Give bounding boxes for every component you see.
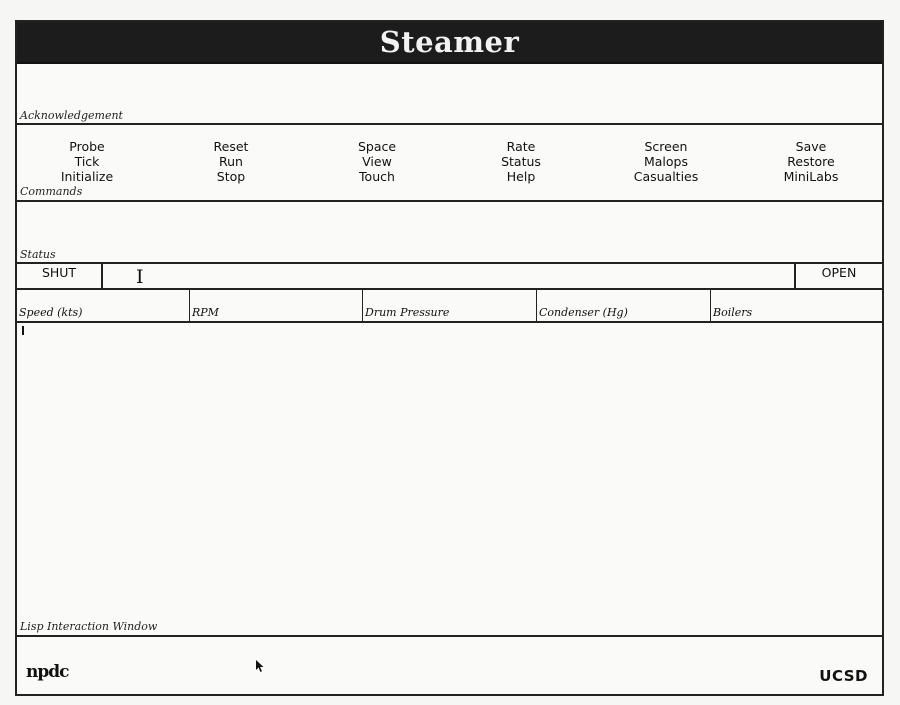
command-column-3 (317, 139, 437, 184)
boilers-label: Boilers (713, 306, 753, 319)
command-rate[interactable]: Rate (506, 139, 536, 154)
meter-row (17, 290, 882, 323)
pane-divider (17, 635, 882, 637)
command-touch[interactable]: Touch (359, 169, 395, 184)
lisp-interaction-area[interactable] (17, 323, 882, 635)
drum-pressure-label: Drum Pressure (365, 306, 450, 319)
command-column-6 (751, 139, 871, 184)
drum-pressure-meter (363, 290, 537, 321)
mouse-pointer-icon-glyph (255, 659, 265, 674)
command-screen[interactable]: Screen (644, 139, 688, 154)
command-save[interactable]: Save (795, 139, 827, 154)
command-stop[interactable]: Stop (216, 169, 246, 184)
command-view[interactable]: View (362, 154, 392, 169)
rpm-label: RPM (192, 306, 219, 319)
command-minilabs[interactable]: MiniLabs (783, 169, 839, 184)
throttle-open-label: OPEN (794, 264, 882, 288)
speed-meter (17, 290, 190, 321)
command-casualties[interactable]: Casualties (633, 169, 699, 184)
lisp-pane-label: Lisp Interaction Window (20, 620, 158, 633)
acknowledgement-pane-label: Acknowledgement (20, 109, 123, 122)
condenser-meter (537, 290, 711, 321)
command-tick[interactable]: Tick (74, 154, 100, 169)
condenser-label: Condenser (Hg) (539, 306, 628, 319)
command-column-2 (171, 139, 291, 184)
command-reset[interactable]: Reset (213, 139, 249, 154)
pane-divider (17, 200, 882, 202)
rpm-meter (190, 290, 363, 321)
command-malops[interactable]: Malops (643, 154, 688, 169)
pane-divider (17, 123, 882, 125)
title-bar (17, 22, 882, 64)
command-status[interactable]: Status (501, 154, 541, 169)
ucsd-label: UCSD (819, 667, 868, 685)
throttle-gauge[interactable] (17, 262, 882, 290)
commands-pane-label: Commands (20, 185, 83, 198)
command-space[interactable]: Space (357, 139, 397, 154)
npdc-logo: npdc (26, 662, 69, 682)
status-pane-label: Status (20, 248, 56, 261)
command-run[interactable]: Run (219, 154, 243, 169)
command-initialize[interactable]: Initialize (60, 169, 114, 184)
command-restore[interactable]: Restore (787, 154, 835, 169)
command-column-4 (461, 139, 581, 184)
text-cursor (22, 326, 24, 335)
steamer-window (15, 20, 884, 696)
command-column-5 (606, 139, 726, 184)
boilers-meter (711, 290, 882, 321)
throttle-shut-label: SHUT (17, 264, 103, 288)
speed-label: Speed (kts) (19, 306, 83, 319)
mouse-pointer-icon (255, 659, 265, 677)
command-column-1 (27, 139, 147, 184)
command-help[interactable]: Help (506, 169, 536, 184)
i-beam-icon: I (136, 266, 144, 288)
command-probe[interactable]: Probe (69, 139, 105, 154)
window-title: Steamer (379, 25, 520, 59)
